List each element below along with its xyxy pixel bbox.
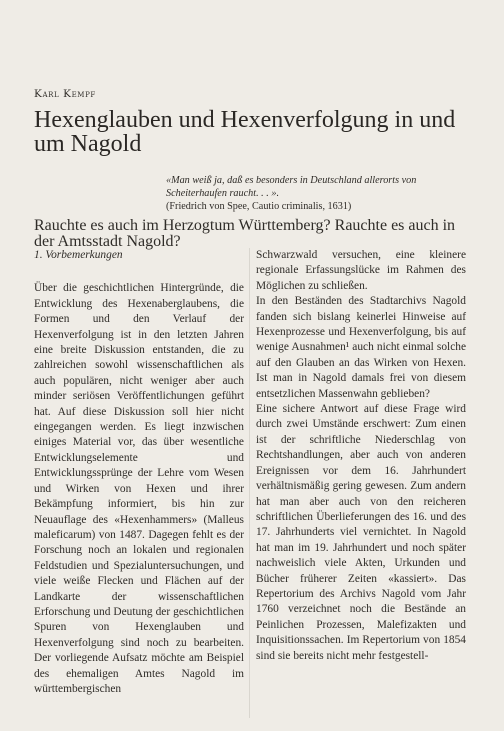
epigraph bbox=[166, 174, 466, 213]
right-paragraph-2: In den Beständen des Stadtarchivs Nagold fanden sich bislang keinerlei Hinweise auf Hexenprozesse und Hexenverfolgung, bis auf wenige Ausnahmen¹ auch nicht einmal solche auf den Glauben an das Wirken von Hexen. Ist man in Nagold damals frei von diesem entsetzlichen Massenwahn geblieben? bbox=[256, 295, 466, 400]
epigraph-source: (Friedrich von Spee, Cautio criminalis, 1631) bbox=[166, 201, 352, 212]
right-paragraph-3: Eine sichere Antwort auf diese Frage wird durch zwei Umstände erschwert: Zum einen ist der schriftliche Niederschlag von Rechtshandlungen, aber auch von anderen Ereignissen vor dem 16. Jahrhundert verhältnismäßig gering gewesen. Zum andern hat man aber auch von den reicheren schriftlichen Überlieferungen des 16. und des 17. Jahrhunderts viel vernichtet. In Nagold hat man im 19. Jahrhundert und noch später nachweislich viele Akten, Urkunden und Bücher früherer Zeiten «kassiert». Das Repertorium des Archivs Nagold vom Jahr 1760 verzeichnet noch die Bestände an Peinlichen Prozessen, Malefizakten und Inquisitionssachen. Im Repertorium von 1854 sind sie bereits nicht mehr festgestell- bbox=[256, 403, 466, 662]
right-paragraph-1: Schwarzwald versuchen, eine kleinere regionale Erfassungslücke im Rahmen des Möglichen zu schließen. bbox=[256, 249, 466, 292]
right-column bbox=[256, 248, 466, 664]
article-title: Hexenglauben und Hexenverfolgung in und um Nagold bbox=[34, 107, 456, 157]
left-paragraph-1: Über die geschichtlichen Hintergründe, die Entwicklung des Hexenaberglaubens, die Formen und den Verlauf der Hexenverfolgung ist in den letzten Jahren eine breite Diskussion entstanden, die zu zahlreichen sowohl wissenschaftlichen als auch populären, nicht weniger aber auch minder seriösen Veröffentlichungen geführt hat. Auf diese Diskussion soll hier nicht eingegangen werden. Es liegt inzwischen einiges Material vor, das über wesentliche Entwicklungselemente und Entwicklungssprünge der Lehre vom Wesen und Wirken von Hexen und ihrer Bekämpfung informiert, bis hin zur Neuauflage des «Hexenhammers» (Malleus maleficarum) von 1487. Dagegen fehlt es der Forschung noch an lokalen und regionalen Feldstudien und Spezialuntersuchungen, und viele weiße Flecken und Flächen auf der Landkarte der wissenschaftlichen Erforschung und Deutung der geschichtlichen Spuren von Hexenglauben und Hexenverfolgung sind noch zu bearbeiten. Der vorliegende Aufsatz möchte am Beispiel des ehemaligen Amtes Nagold im württembergischen bbox=[34, 282, 244, 695]
article-subtitle: Rauchte es auch im Herzogtum Württemberg? Rauchte es auch in der Amtsstadt Nagold? bbox=[34, 217, 456, 250]
section-heading: 1. Vorbemerkungen bbox=[34, 249, 123, 261]
epigraph-quote: «Man weiß ja, daß es besonders in Deutschland allerorts von Scheiterhaufen raucht. . . ». bbox=[166, 175, 417, 199]
left-column bbox=[34, 248, 244, 697]
author-name: Karl Kempf bbox=[34, 88, 96, 100]
column-divider bbox=[249, 248, 250, 718]
